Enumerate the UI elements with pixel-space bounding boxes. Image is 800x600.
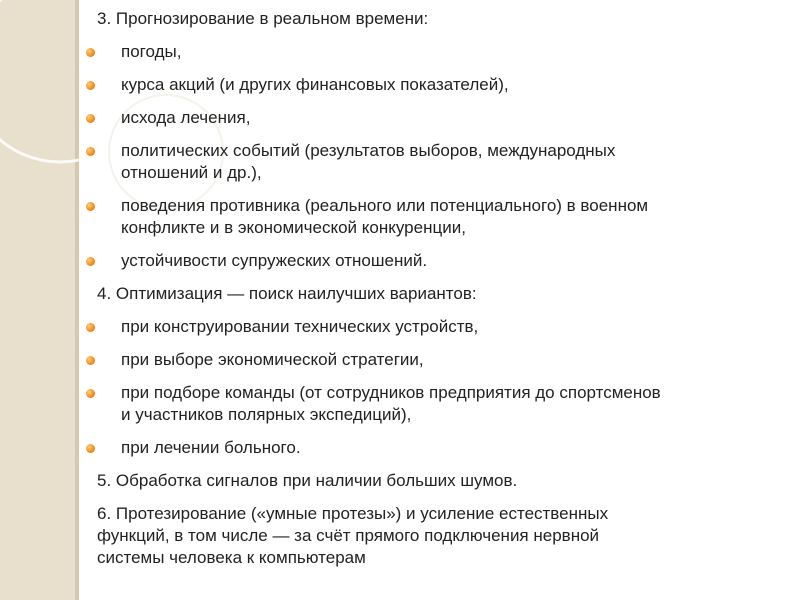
- text-line: функций, в том числе — за счёт прямого подключения нервной: [97, 526, 600, 545]
- bullet-dot-icon: [84, 140, 96, 162]
- text-line: курса акций (и других финансовых показателей),: [121, 75, 509, 94]
- text-line: погоды,: [121, 42, 182, 61]
- section-heading: [97, 8, 797, 30]
- bullet-dot-icon: [84, 107, 96, 129]
- bullet-list-item: [97, 74, 797, 96]
- section-heading: [97, 470, 797, 492]
- bullet-dot-icon: [84, 316, 96, 338]
- decorative-side-band: [0, 0, 75, 600]
- bullet-list-item: [97, 41, 797, 63]
- bullet-list-item: [97, 437, 797, 459]
- text-line: 4. Оптимизация — поиск наилучших вариантов:: [97, 284, 477, 303]
- section-heading: [97, 283, 797, 305]
- bullet-list-item: [97, 195, 797, 239]
- text-line: конфликте и в экономической конкуренции,: [121, 218, 466, 237]
- text-line: при выборе экономической стратегии,: [121, 350, 424, 369]
- text-line: и участников полярных экспедиций),: [121, 405, 412, 424]
- bullet-list-item: [97, 349, 797, 371]
- text-line: устойчивости супружеских отношений.: [121, 251, 428, 270]
- text-line: при конструировании технических устройств,: [121, 317, 479, 336]
- text-line: 6. Протезирование («умные протезы») и усиление естественных: [97, 504, 609, 523]
- bullet-dot-icon: [84, 250, 96, 272]
- bullet-dot-icon: [84, 437, 96, 459]
- text-line: системы человека к компьютерам: [97, 548, 366, 567]
- text-line: 3. Прогнозирование в реальном времени:: [97, 9, 429, 28]
- text-line: при подборе команды (от сотрудников предприятия до спортсменов: [121, 383, 661, 402]
- bullet-dot-icon: [84, 74, 96, 96]
- text-line: исхода лечения,: [121, 108, 251, 127]
- decorative-band-edge: [75, 0, 79, 600]
- text-line: политических событий (результатов выборов, международных: [121, 141, 616, 160]
- bullet-list-item: [97, 140, 797, 184]
- bullet-list-item: [97, 107, 797, 129]
- text-line: отношений и др.),: [121, 163, 262, 182]
- bullet-list-item: [97, 250, 797, 272]
- text-line: при лечении больного.: [121, 438, 301, 457]
- bullet-dot-icon: [84, 195, 96, 217]
- text-line: поведения противника (реального или потенциального) в военном: [121, 196, 649, 215]
- section-heading: [97, 503, 797, 569]
- text-line: 5. Обработка сигналов при наличии больших шумов.: [97, 471, 518, 490]
- bullet-dot-icon: [84, 349, 96, 371]
- bullet-dot-icon: [84, 382, 96, 404]
- slide-content: [97, 8, 797, 580]
- bullet-dot-icon: [84, 41, 96, 63]
- bullet-list-item: [97, 316, 797, 338]
- bullet-list-item: [97, 382, 797, 426]
